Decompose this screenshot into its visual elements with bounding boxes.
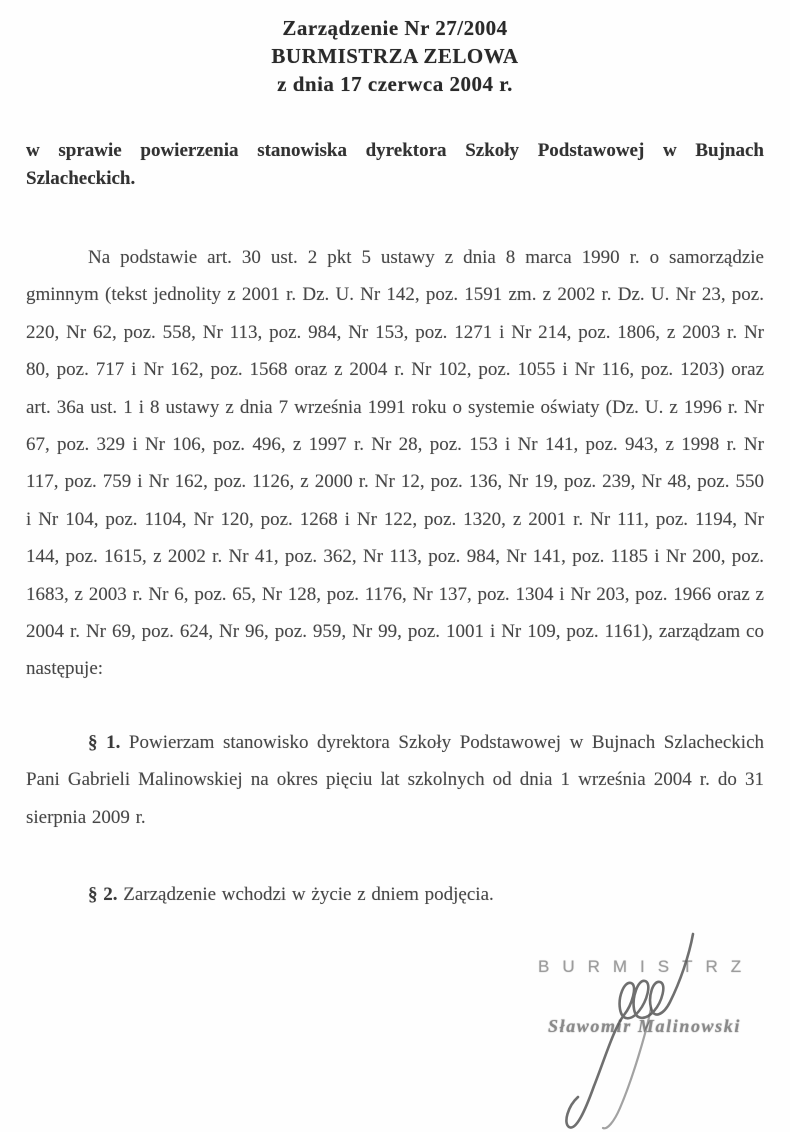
signer-role-stamp: BURMISTRZ <box>538 957 755 976</box>
title-ordinance-number: Zarządzenie Nr 27/2004 <box>282 16 508 40</box>
section-2-text: Zarządzenie wchodzi w życie z dniem podjęcia. <box>123 884 494 906</box>
document-title-block <box>26 14 764 98</box>
section-2-label: § 2. <box>88 884 118 906</box>
subject-line: w sprawie powierzenia stanowiska dyrektora Szkoły Podstawowej w Bujnach Szlacheckich. <box>26 140 764 189</box>
section-1-paragraph <box>26 724 764 836</box>
section-1-text: Powierzam stanowisko dyrektora Szkoły Podstawowej w Bujnach Szlacheckich Pani Gabrieli Malinowskiej na okres pięciu lat szkolnych od dnia 1 września 2004 r. do 31 sierpnia 2009 r. <box>26 731 765 828</box>
signer-name: Sławomir Malinowski <box>548 1016 741 1036</box>
section-1-label: § 1. <box>88 731 121 753</box>
section-2-paragraph <box>26 876 764 913</box>
title-date: z dnia 17 czerwca 2004 r. <box>277 72 513 96</box>
title-issuing-authority: BURMISTRZA ZELOWA <box>271 44 519 68</box>
signature-block <box>480 930 790 1132</box>
legal-basis-paragraph: Na podstawie art. 30 ust. 2 pkt 5 ustawy z dnia 8 marca 1990 r. o samorządzie gminnym (tekst jednolity z 2001 r. Dz. U. Nr 142, poz. 1591 zm. z 2002 r. Dz. U. Nr 23, poz. 220, Nr 62, poz. 558, Nr 113, poz. 984, Nr 153, poz. 1271 i Nr 214, poz. 1806, z 2003 r. Nr 80, poz. 717 i Nr 162, poz. 1568 oraz z 2004 r. Nr 102, poz. 1055 i Nr 116, poz. 1203) oraz art. 36a ust. 1 i 8 ustawy z dnia 7 września 1991 roku o systemie oświaty (Dz. U. z 1996 r. Nr 67, poz. 329 i Nr 106, poz. 496, z 1997 r. Nr 28, poz. 153 i Nr 141, poz. 943, z 1998 r. Nr 117, poz. 759 i Nr 162, poz. 1126, z 2000 r. Nr 12, poz. 136, Nr 19, poz. 239, Nr 48, poz. 550 i Nr 104, poz. 1104, Nr 120, poz. 1268 i Nr 122, poz. 1320, z 2001 r. Nr 111, poz. 1194, Nr 144, poz. 1615, z 2002 r. Nr 41, poz. 362, Nr 113, poz. 984, Nr 141, poz. 1185 i Nr 200, poz. 1683, z 2003 r. Nr 6, poz. 65, Nr 128, poz. 1176, Nr 137, poz. 1304 i Nr 203, poz. 1966 oraz z 2004 r. Nr 69, poz. 624, Nr 96, poz. 959, Nr 99, poz. 1001 i Nr 109, poz. 1161), zarządzam co następuje: <box>26 247 764 680</box>
